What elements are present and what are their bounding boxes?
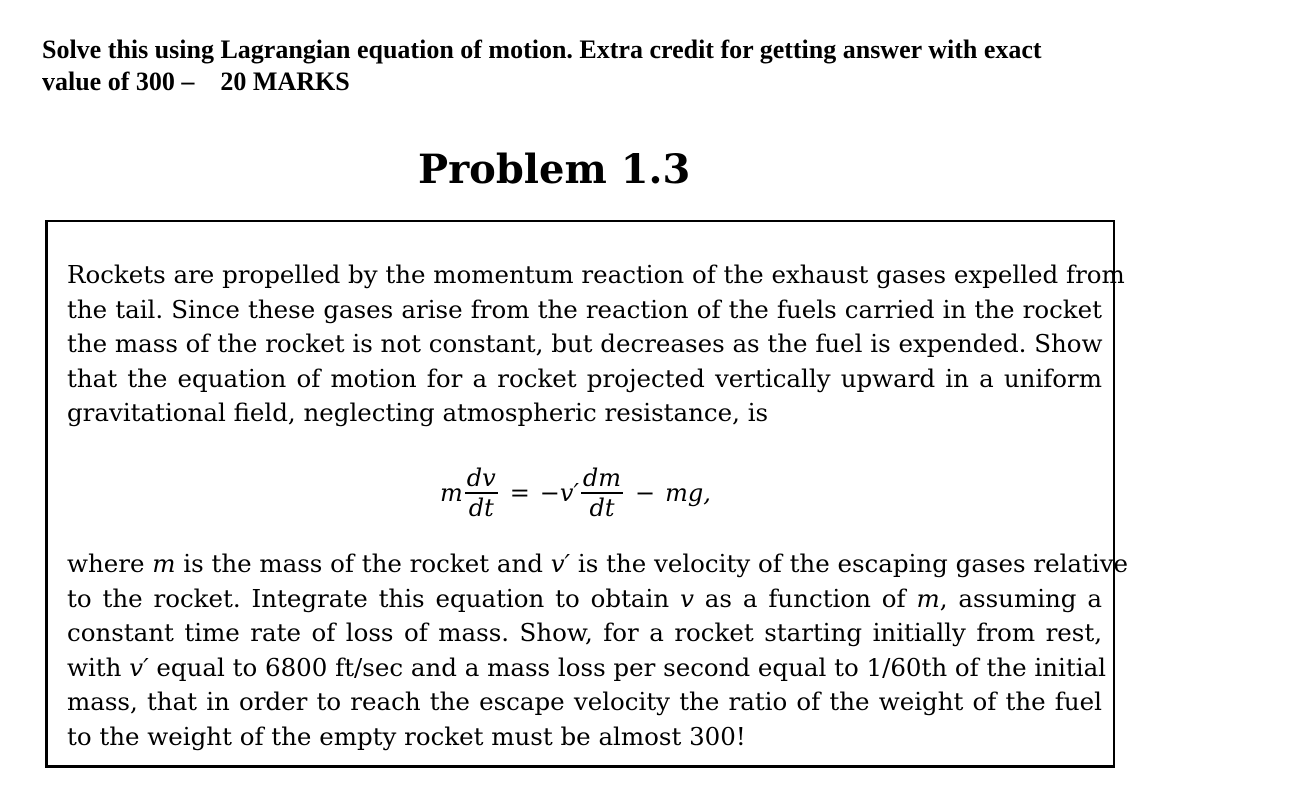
intro-line: the tail. Since these gases arise from the reaction of the fuels carried in the rocket xyxy=(67,294,1102,324)
eq-numerator: dv xyxy=(466,464,496,492)
marks-label: 20 MARKS xyxy=(220,67,350,96)
eq-denominator: dt xyxy=(468,494,494,522)
equation-of-motion xyxy=(440,458,711,528)
problem-title: Problem 1.3 xyxy=(418,146,691,193)
instruction-line-2: value of 300 – xyxy=(42,67,195,96)
problem-task-paragraph xyxy=(67,547,1129,755)
intro-line: the mass of the rocket is not constant, but decreases as the fuel is expended. Show xyxy=(67,329,1103,359)
task-line: constant time rate of loss of mass. Show, for a rocket starting initially from rest, xyxy=(67,618,1102,648)
intro-line: gravitational field, neglecting atmospheric resistance, is xyxy=(67,398,769,428)
eq-numerator: dm xyxy=(582,464,622,492)
problem-box xyxy=(45,220,1129,768)
task-line: to the weight of the empty rocket must be almost 300! xyxy=(67,721,746,751)
task-line: to the rocket. Integrate this equation to obtain v as a function of m, assuming a xyxy=(67,583,1102,613)
intro-line: Rockets are propelled by the momentum reaction of the exhaust gases expelled from xyxy=(67,260,1125,289)
eq-denominator: dt xyxy=(589,494,615,522)
eq-equals: = xyxy=(509,479,530,507)
eq-lhs-mass: m xyxy=(440,479,463,507)
eq-gravity-term: mg, xyxy=(665,479,711,507)
eq-fraction-dm-dt xyxy=(581,464,623,522)
task-line: with v′ equal to 6800 ft/sec and a mass loss per second equal to 1/60th of the initial xyxy=(67,652,1107,682)
eq-minus: − xyxy=(635,479,656,507)
instruction-line-1: Solve this using Lagrangian equation of motion. Extra credit for getting answer with exact xyxy=(42,35,1042,64)
task-line: mass, that in order to reach the escape velocity the ratio of the weight of the fuel xyxy=(67,687,1102,717)
eq-exhaust-velocity: −v′ xyxy=(539,479,579,507)
eq-fraction-dv-dt xyxy=(465,464,498,522)
problem-intro-paragraph xyxy=(67,258,1125,431)
assignment-instruction xyxy=(42,34,1242,98)
intro-line: that the equation of motion for a rocket projected vertically upward in a uniform xyxy=(67,363,1102,393)
task-line: where m is the mass of the rocket and v′ is the velocity of the escaping gases relative xyxy=(67,549,1129,578)
